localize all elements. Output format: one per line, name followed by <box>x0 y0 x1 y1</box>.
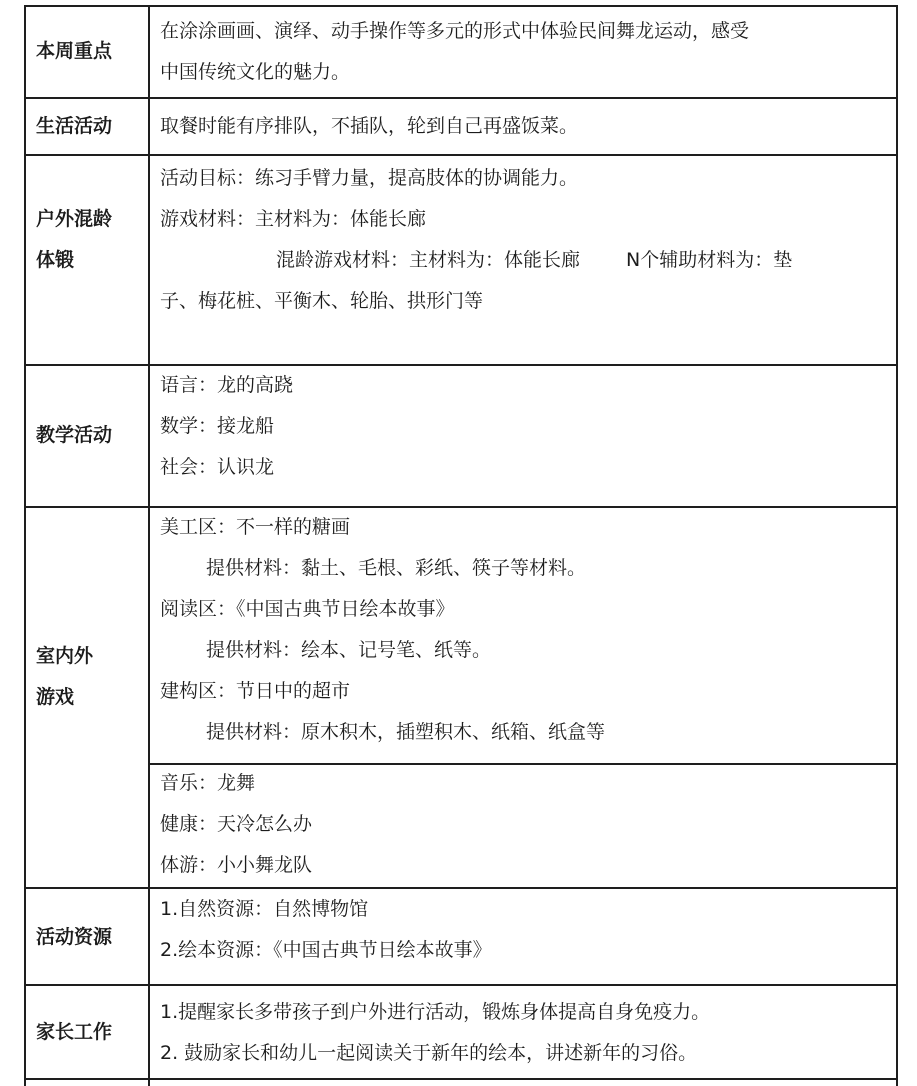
label-line: 游戏 <box>36 686 75 708</box>
row-label-parents: 家长工作 <box>36 1021 113 1043</box>
row-label-games <box>36 636 93 718</box>
teaching-line: 语言：龙的高跷 <box>160 374 294 396</box>
outdoor-aux-cont: 子、梅花桩、平衡木、轮胎、拱形门等 <box>160 290 484 312</box>
games-outdoor-line: 音乐：龙舞 <box>160 772 256 794</box>
row-label-teaching: 教学活动 <box>36 424 113 446</box>
table-border-left <box>24 5 26 1086</box>
games-outdoor-line: 体游：小小舞龙队 <box>160 854 313 876</box>
games-outdoor-text <box>160 763 312 886</box>
life-line: 取餐时能有序排队，不插队，轮到自己再盛饭菜。 <box>160 115 579 137</box>
outdoor-text <box>160 158 793 322</box>
parents-line: 2. 鼓励家长和幼儿一起阅读关于新年的绘本，讲述新年的习俗。 <box>160 1042 698 1064</box>
parents-line: 1.提醒家长多带孩子到户外进行活动，锻炼身体提高自身免疫力。 <box>160 1001 711 1023</box>
games-area: 阅读区：《中国古典节日绘本故事》 <box>160 598 455 620</box>
teaching-line: 社会：认识龙 <box>160 456 275 478</box>
teaching-line: 数学：接龙船 <box>160 415 275 437</box>
row-divider <box>24 1078 898 1080</box>
games-area: 美工区：不一样的糖画 <box>160 516 351 538</box>
row-label-life: 生活活动 <box>36 115 113 137</box>
label-line: 室内外 <box>36 645 94 667</box>
table-border-top <box>24 5 898 7</box>
table-border-right <box>896 5 898 1086</box>
label-line: 体锻 <box>36 249 75 271</box>
label-line: 户外混龄 <box>36 208 113 230</box>
row-divider <box>24 364 898 366</box>
row-label-outdoor <box>36 199 112 281</box>
row-divider <box>24 97 898 99</box>
column-divider <box>148 5 150 1086</box>
games-material: 提供材料：黏土、毛根、彩纸、筷子等材料。 <box>206 557 587 579</box>
resources-text <box>160 889 492 971</box>
focus-text <box>160 11 749 93</box>
row-divider <box>24 154 898 156</box>
parents-text <box>160 992 710 1074</box>
life-text <box>160 106 578 147</box>
games-material: 提供材料：绘本、记号笔、纸等。 <box>206 639 492 661</box>
outdoor-goal: 活动目标：练习手臂力量，提高肢体的协调能力。 <box>160 167 579 189</box>
row-divider <box>24 984 898 986</box>
outdoor-material: 游戏材料：主材料为：体能长廊 <box>160 208 427 230</box>
resources-line: 1.自然资源：自然博物馆 <box>160 898 369 920</box>
row-label-focus: 本周重点 <box>36 40 113 62</box>
outdoor-aux: N个辅助材料为：垫 <box>626 249 793 271</box>
focus-line: 中国传统文化的魅力。 <box>160 61 351 83</box>
games-outdoor-line: 健康：天冷怎么办 <box>160 813 313 835</box>
games-indoor-text <box>160 507 605 753</box>
row-label-resources: 活动资源 <box>36 926 113 948</box>
games-area: 建构区：节日中的超市 <box>160 680 351 702</box>
games-material: 提供材料：原木积木，插塑积木、纸箱、纸盒等 <box>206 721 606 743</box>
focus-line: 在涂涂画画、演绎、动手操作等多元的形式中体验民间舞龙运动，感受 <box>160 20 750 42</box>
outdoor-mixed-line <box>160 240 793 281</box>
outdoor-mixed: 混龄游戏材料：主材料为：体能长廊 <box>276 249 581 271</box>
resources-line: 2.绘本资源：《中国古典节日绘本故事》 <box>160 939 492 961</box>
teaching-text <box>160 365 293 488</box>
